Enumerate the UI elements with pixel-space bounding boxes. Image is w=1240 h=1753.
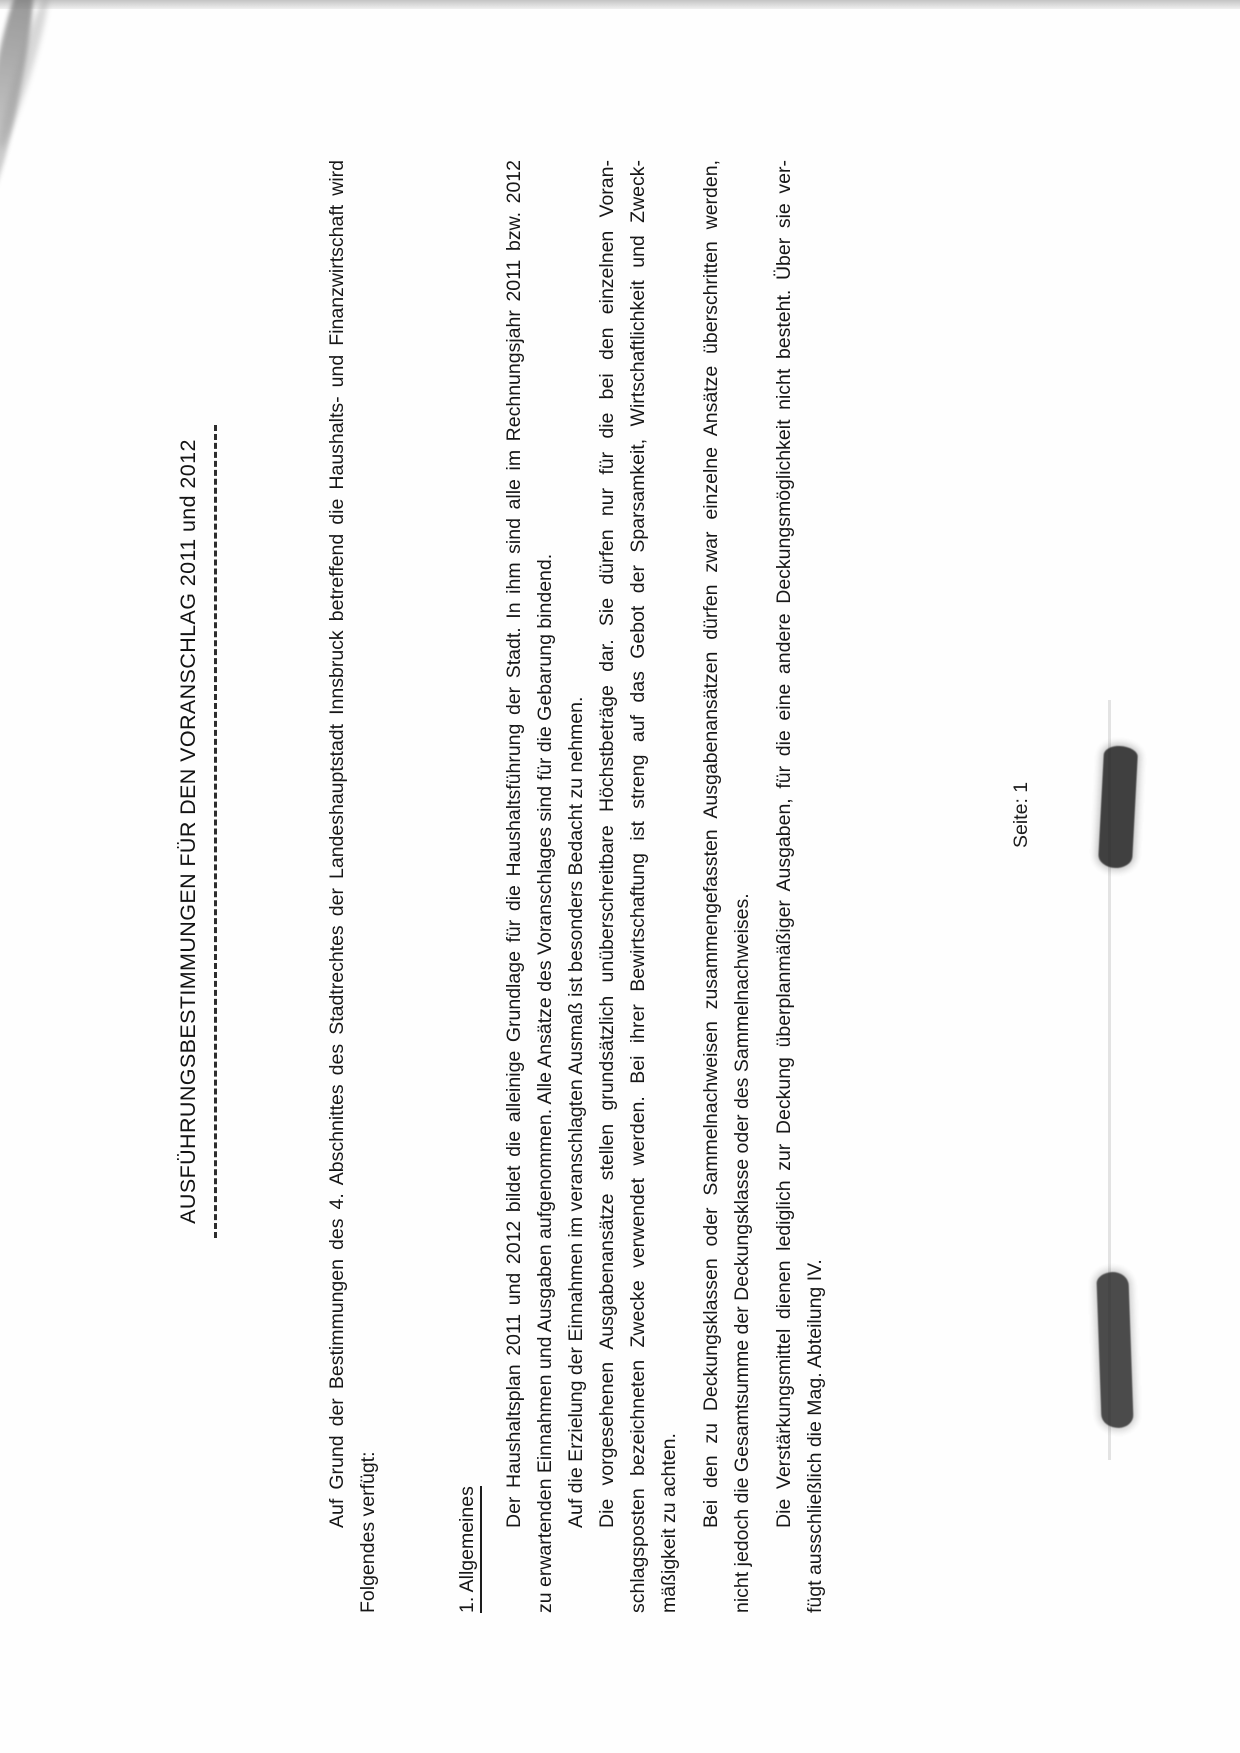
preamble-paragraph bbox=[322, 160, 384, 1613]
document-line: zu erwartenden Einnahmen und Ausgaben aufgenommen. Alle Ansätze des Voranschlages sind für die Gebarung bindend. bbox=[534, 553, 556, 1613]
scan-smudge bbox=[1096, 1271, 1133, 1428]
document-line: Der Haushaltsplan 2011 und 2012 bildet die alleinige Grundlage für die Haushaltsführung der Stadt. In ihm sind alle im Rechnungsjahr 2011 bzw. 2012 bbox=[503, 160, 525, 1528]
document-line: Die vorgesehenen Ausgabenansätze stellen grundsätzlich unüberschreitbare Höchstbeträge dar. Sie dürfen nur für die bei den einzelnen Voran- bbox=[596, 160, 618, 1528]
document-line: fügt ausschließlich die Mag. Abteilung IV. bbox=[804, 1259, 826, 1613]
section-body bbox=[499, 160, 831, 1613]
document-line: mäßigkeit zu achten. bbox=[658, 1433, 680, 1613]
page-number: Seite: 1 bbox=[1010, 781, 1032, 848]
document-line: nicht jedoch die Gesamtsumme der Deckungsklasse oder des Sammelnachweises. bbox=[731, 893, 753, 1613]
document-line: schlagsposten bezeichneten Zwecke verwendet werden. Bei ihrer Bewirtschaftung ist streng auf das Gebot der Sparsamkeit, Wirtschaftlichkeit und Zweck- bbox=[627, 160, 649, 1613]
scan-smudge bbox=[1098, 745, 1138, 869]
document-title: AUSFÜHRUNGSBESTIMMUNGEN FÜR DEN VORANSCHLAG 2011 und 2012 bbox=[176, 425, 217, 1238]
section-heading-text: 1. Allgemeines bbox=[456, 1486, 482, 1613]
document-line: Auf die Erzielung der Einnahmen im veranschlagten Ausmaß ist besonders Bedacht zu nehmen. bbox=[565, 696, 587, 1528]
scan-edge-artifact bbox=[0, 0, 1240, 9]
document-title-row bbox=[176, 0, 217, 1753]
section-heading bbox=[456, 1486, 479, 1613]
document-line: Folgendes verfügt: bbox=[357, 1451, 379, 1613]
document-line: Auf Grund der Bestimmungen des 4. Abschnittes des Stadtrechtes der Landeshauptstadt Innsbruck betreffend die Haushalts- und Finanzwirtschaft wird bbox=[326, 160, 348, 1528]
document-line: Bei den zu Deckungsklassen oder Sammelnachweisen zusammengefassten Ausgabenansätzen dürfen zwar einzelne Ansätze überschritten werden, bbox=[700, 160, 722, 1528]
document-line: Die Verstärkungsmittel dienen lediglich zur Deckung überplanmäßiger Ausgaben, für die eine andere Deckungsmöglichkeit nicht besteht. Über sie ver- bbox=[773, 160, 795, 1528]
